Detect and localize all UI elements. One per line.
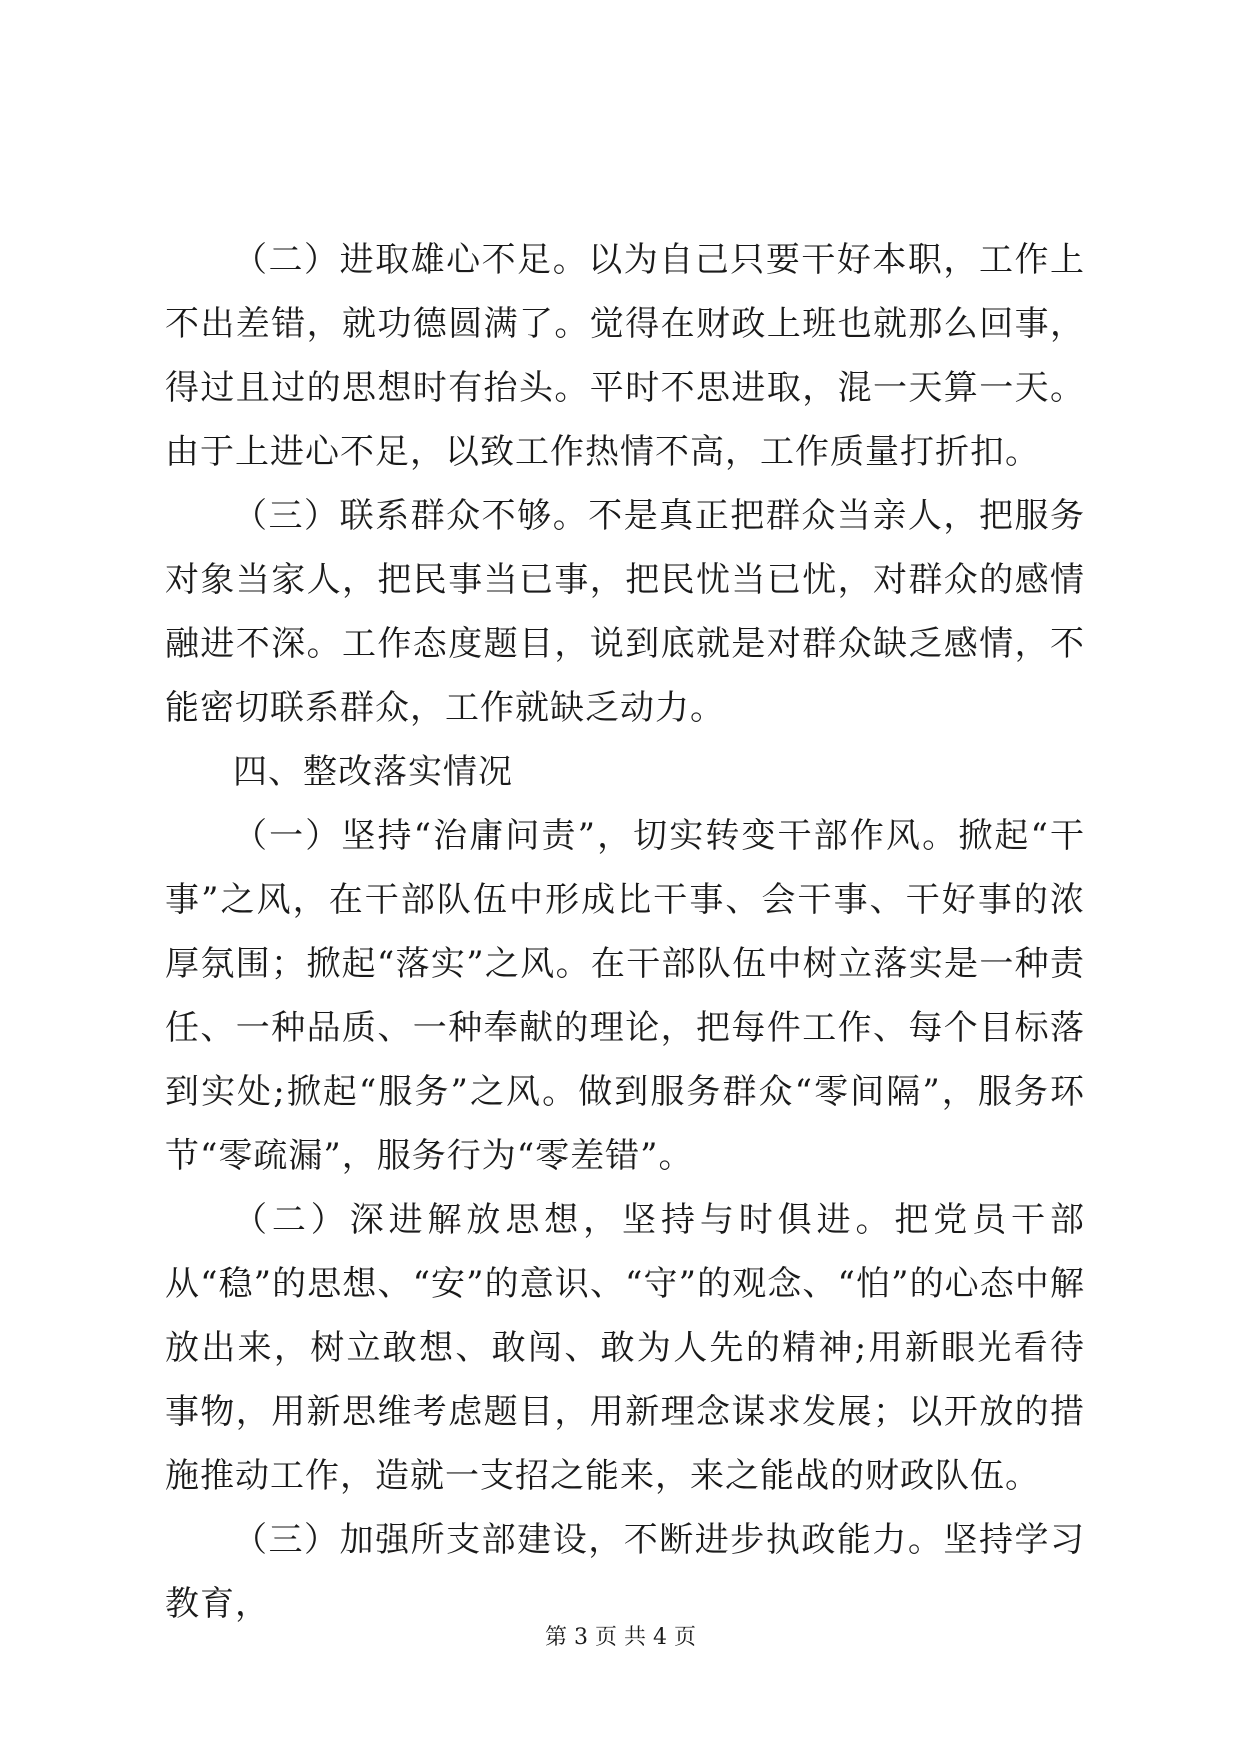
paragraph-mass-contact: （三）联系群众不够。不是真正把群众当亲人，把服务对象当家人，把民事当已事，把民忧当已忧，对群众的感情融进不深。工作态度题目，说到底就是对群众缺乏感情，不能密切联系群众，工作就缺乏动力。 xyxy=(165,496,1085,728)
page-footer: 第 3 页 共 4 页 xyxy=(545,1625,696,1650)
paragraph-branch-building: （三）加强所支部建设，不断进步执政能力。坚持学习教育， xyxy=(165,1520,1085,1624)
document-body xyxy=(165,228,1085,1636)
paragraph-work-style: （一）坚持“治庸问责”，切实转变干部作风。掀起“干事”之风，在干部队伍中形成比干事、会干事、干好事的浓厚氛围；掀起“落实”之风。在干部队伍中树立落实是一种责任、一种品质、一种奉献的理论，把每件工作、每个目标落到实处;掀起“服务”之风。做到服务群众“零间隔”，服务环节“零疏漏”，服务行为“零差错”。 xyxy=(165,816,1085,1176)
paragraph-ambition: （二）进取雄心不足。以为自己只要干好本职，工作上不出差错，就功德圆满了。觉得在财政上班也就那么回事，得过且过的思想时有抬头。平时不思进取，混一天算一天。由于上进心不足，以致工作热情不高，工作质量打折扣。 xyxy=(165,240,1085,472)
paragraph-emancipate-thinking: （二）深进解放思想，坚持与时俱进。把党员干部从“稳”的思想、“安”的意识、“守”的观念、“怕”的心态中解放出来，树立敢想、敢闯、敢为人先的精神;用新眼光看待事物，用新思维考虑题目，用新理念谋求发展；以开放的措施推动工作，造就一支招之能来，来之能战的财政队伍。 xyxy=(165,1200,1086,1496)
section-heading-rectification: 四、整改落实情况 xyxy=(233,752,513,792)
